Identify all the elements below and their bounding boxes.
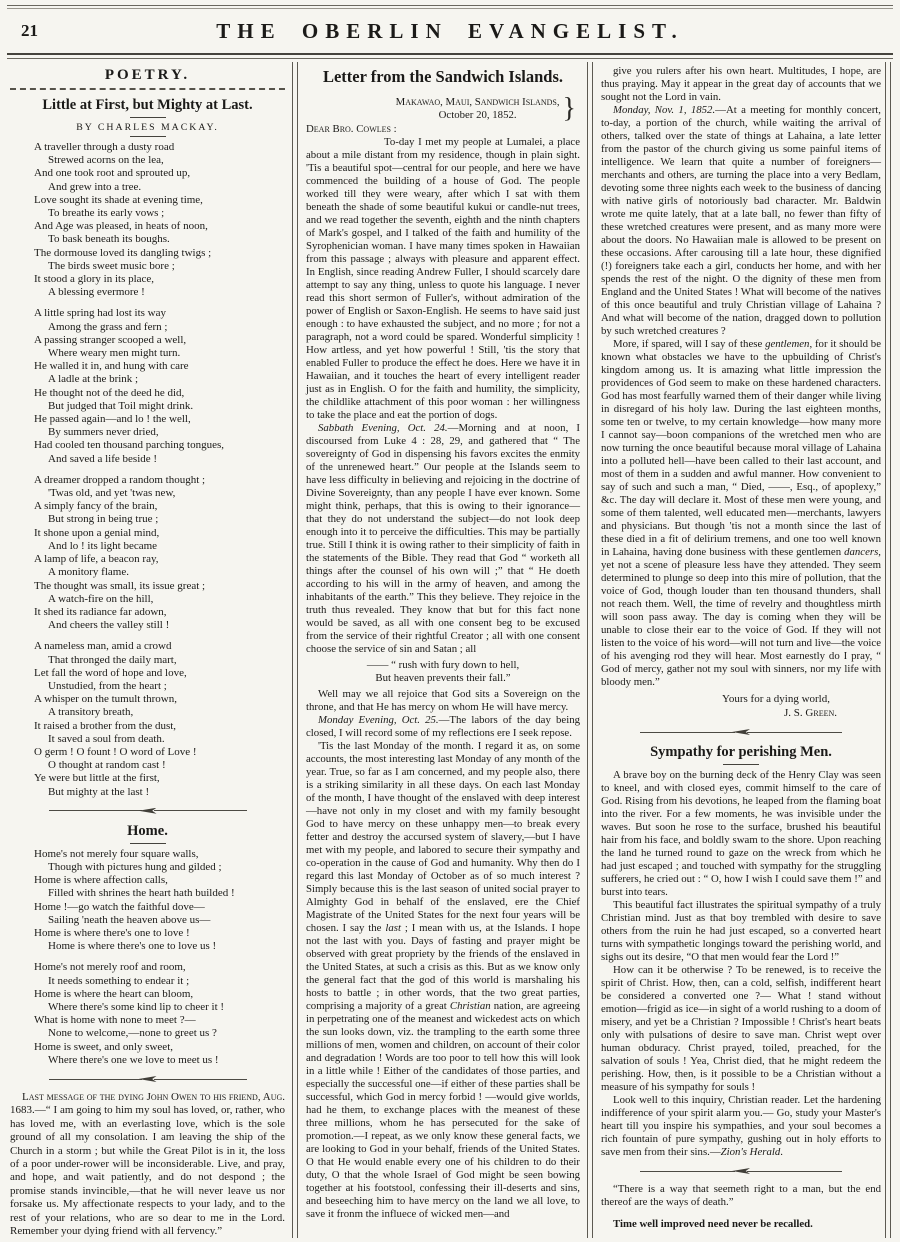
poem-line: But heaven prevents their fall.” — [375, 672, 511, 684]
poem-line: Home is sweet, and only sweet, — [34, 1040, 173, 1053]
page-number: 21 — [21, 21, 38, 40]
poem-line: He thought not of the deed he did, — [34, 386, 185, 399]
dateline-date: October 20, 1852. — [438, 109, 517, 121]
poem-line: To bask beneath its boughs. — [48, 233, 170, 246]
paragraph: How can it be otherwise ? To be renewed, is to receive the spirit of Christ. How, then, can a cold, selfish, indifferent heart be considered a converted one ?— What ! stand without emotion—frigid as ice—in sight of a world rushing to a doom of misery, and yet be a Christian ? Impossible ! Christ's heart beats only with pulsations of desire to save man. Christ wept over human obduracy. Christ prayed, toiled, preached, for the salvation of souls ! Yea, Christ died, that he might redeem the perishing. How, then, is it possible to be a Christian without a measure of his sympathy for souls ! — [601, 964, 881, 1093]
section-divider — [49, 808, 247, 814]
last-message-text: —“ I am going to him my soul has loved, or, rather, who has loved me, with an everlasting love, which is the sole ground of all my consolation. I am leaving the ship of the Church in a storm ; but while the Great Pilot is in it, the loss of a poor under-rower will be inconsiderable. Live, and pray, and hope, and wait patiently, and do not despond ; the promise stands invincible,—that he will never leave us nor forsake us. My affectionate respects to your lady, and to the rest of your relations, who are so dear to me in the Lord. Remember your dying friend with all fervency.” — [10, 1104, 285, 1238]
poem-line: Home's not merely roof and room, — [34, 961, 186, 974]
poem-line: Where weary men might turn. — [48, 347, 181, 360]
poem-line: Home is where affection calls, — [34, 874, 168, 887]
section-divider — [640, 1168, 842, 1174]
poem1-stanza-2 — [10, 307, 285, 465]
article1-title: Letter from the Sandwich Islands. — [322, 67, 564, 86]
poem2-stanza-1 — [10, 848, 285, 954]
section-divider — [49, 1076, 247, 1082]
poem-line: Home is where the heart can bloom, — [34, 987, 194, 1000]
poem-line: The thought was small, its issue great ; — [34, 579, 206, 592]
right-column — [593, 62, 885, 1238]
paragraph: More, if spared, will I say of these gentlemen, for it should be known what obstacles we have to the upbuilding of Christ's kingdom among us. It is amazing what little impression the providences of God seem to make on these hardened characters. God has most fearfully warned them of their danger while living in disregard of his holy law. During the last eighteen months, some ten or twelve, to my certain knowledge—how many more I cannot say—boon companions of the wretched men who are now turning the once beautiful because moral village of Lahaina into a polluted hell—have been called to their last account, and most of them in a sudden and awful manner. How convenient to say of such and such a man, “ Died, ——, Esq., of apoplexy,” &c. The day will declare it. Most of these men were young, and some of them talented, well educated men—merchants, lawyers and physicians. But though 'tis not a month since the last of these died in a fit of delirium tremens, and one too well known in Lahaina, having done business with these gentlemen dancers, yet not a scene of pleasure less have they attended. They seem determined to plunge so deep into this mire of pollution, that the voice of God, though louder than ten thousand thunders, shall not reach them. Well, the time of revelry and thoughtless mirth will soon pass away. The day is coming when they will be unable to close their ear to the voice of God. If they will not listen to the voice of his word—will not turn and live—the voice of his avenging rod they will hear. Most earnestly do I pray, “ God of mercy, gather not my soul with sinners, nor my life with bloody men.” — [601, 338, 881, 688]
poem-line: Filled with shrines the heart hath builded ! — [48, 887, 235, 900]
poem-line: A transitory breath, — [48, 706, 134, 719]
poem-line: —— “ rush with fury down to hell, — [366, 659, 520, 671]
poem-line: And cheers the valley still ! — [48, 619, 170, 632]
wavy-rule — [10, 88, 285, 90]
letter-column — [298, 62, 587, 1238]
poem-line: Where there's one we love to meet us ! — [48, 1053, 219, 1066]
signoff: Yours for a dying world, — [722, 693, 830, 705]
poem-line: A blessing evermore ! — [48, 286, 145, 299]
article2-body — [601, 769, 881, 1159]
poem-line: It shone upon a genial mind, — [34, 526, 160, 539]
poem-line: A lamp of life, a beacon ray, — [34, 553, 159, 566]
poem1-stanza-1 — [10, 141, 285, 299]
signature: J. S. Green. — [784, 707, 837, 719]
poem-line: By summers never dried, — [48, 426, 159, 439]
paragraph: Monday, Nov. 1, 1852.—At a meeting for monthly concert, to-day, a portion of the church, while waiting the arrival of others, talked over the state of things at Lahaina, a late letter from the pastor of the church giving us some painful items of intelligence. We learn that quite a number of foreigners—merchants and others, are turning the place into a very Bedlam, devoting some three nights each week to the business of dancing with native girls of notoriously bad character. Mr. Baldwin wrote me quite lately, that at a late ball, no fewer than fifty of these wretched creatures were present, and as many more were about the doors. No Hawaiian male is allowed to be present on these occasions. After carousing till a late hour, these dignified (!) foreigners take each a girl, conducts her home, and with her spends the rest of the night. O the dignity of these men from England and the United States ! What will become of the natives of this once beautiful and truly Christian village of Lahaina ? And what will become of the nation, dragged down to pollution by such wretched creatures ? — [601, 104, 882, 337]
poem-line: Unstudied, from the heart ; — [48, 679, 167, 692]
paragraph: give you rulers after his own heart. Multitudes, I hope, are thus praying. May it appear in the great day of accounts that we sought not the Lord in vain. — [601, 65, 881, 103]
poem2-title: Home. — [127, 822, 168, 839]
poem1-byline: BY CHARLES MACKAY. — [76, 122, 219, 133]
poem-line: Home's not merely four square walls, — [34, 847, 199, 860]
last-message-lead: Last message of the dying John Owen to his friend, Aug. 1683. — [10, 1091, 285, 1117]
poem2-stanza-2 — [10, 961, 285, 1067]
poem-line: It needs something to endear it ; — [48, 974, 190, 987]
poem-line: Among the grass and fern ; — [48, 320, 168, 333]
letter-body-2 — [306, 688, 580, 1221]
poem-line: But mighty at the last ! — [48, 785, 150, 798]
poem-line: A dreamer dropped a random thought ; — [34, 473, 206, 486]
page-header — [7, 9, 893, 53]
paragraph: Monday Evening, Oct. 25.—The labors of the day being closed, I will record some of my reflections ere I seek repose. — [306, 714, 580, 739]
poem-line: And Age was pleased, in heats of noon, — [34, 220, 208, 233]
poem-line: A traveller through a dusty road — [34, 141, 175, 153]
poem-line: A nameless man, amid a crowd — [34, 640, 172, 653]
poem-line: Sailing 'neath the heaven above us— — [48, 913, 211, 926]
poem-line: Let fall the word of hope and love, — [34, 666, 187, 679]
header-rule — [7, 53, 893, 59]
poem1-title: Little at First, but Mighty at Last. — [42, 97, 253, 113]
poem-line: 'Twas old, and yet 'twas new, — [48, 487, 176, 500]
dateline-place: Makawao, Maui, Sandwich Islands, — [395, 96, 560, 108]
paragraph: Sabbath Evening, Oct. 24.—Morning and at noon, I discoursed from Luke 4 : 28, 29, and gathered that “ The sovereignty of God in dispensing his favors excites the enmity of the unrenewed heart.” Our people at the Islands seem to have less difficulty in believing and rejoicing in the doctrine of Divine Sovereignty, than any people I have ever known. Some might think, perhaps, that this is owing to their ignorance—that they do not understand the subject—do not look deep enough into it to perceive the difficulties. This may be partially true. Still I think it is owing rather to their simplicity of faith in the statements of the Bible. They read that God “ worketh all things after the counsel of his own will ;” that “ He doeth according to his will in the army of heaven, and among the inhabitants of the earth.” This they believe. They rejoice in the truth thus revealed. They know that but for this fact none would be saved, as all with one consent beg to be excused from the service of their rightful Creator ; all with one consent choose the service of sin and Satan ; all — [306, 422, 580, 655]
section-divider — [640, 729, 842, 735]
poem-line: The birds sweet music bore ; — [48, 259, 175, 272]
poetry-column — [7, 62, 292, 1238]
poem-line: None to welcome,—none to greet us ? — [48, 1027, 217, 1040]
poem-line: It stood a glory in its place, — [34, 273, 155, 286]
poem-line: Though with pictures hung and gilded ; — [48, 860, 222, 873]
poem1-stanza-3 — [10, 474, 285, 632]
poem-line: Love sought its shade at evening time, — [34, 193, 203, 206]
dateline-brace: } — [562, 93, 576, 124]
paragraph: To-day I met my people at Lumalei, a place about a mile distant from my residence, though in plain sight. 'Tis a beautiful spot—central for our people, and here we have commenced the building of a house of God. The people worked till they were weary, after which I sat with them beneath the shade of some beautiful kukui or candle-nut trees, and we read together the seventh, eighth and the ninth chapters of Mark's gospel, and I talked of the faith and humility of the Syrophenician woman. I have many times spoken in Hawaiian from this passage ; always with pleasure and apparent effect. In English, since reading Andrew Fuller, I should scarcely dare attempt to say any thing, unless to quote his language. I never read this short sermon of Fuller's, without admiration of the power of English or Saxon-English. He seems to have said just enough : to have exhausted the subject, and no more ; for not a paragraph, not a word could be spared. Wonderful simplicity ! How artless, and yet how powerful ! Still, 'tis the story that enabled Fuller to produce the effect he does. Here we have it in Hawaiian, and it touches the heart of every intelligent reader just as in English. O for the faith and humility, the simplicity, the childlike attachment of this poor woman : her willingness to take the place and eat the portion of dogs. — [306, 136, 580, 421]
poem-line: A monitory flame. — [48, 566, 129, 579]
mini-rule — [130, 136, 166, 137]
poem-line: A ladle at the brink ; — [48, 373, 139, 386]
poem-line: He passed again—and lo ! the well, — [34, 413, 191, 426]
poem-line: Had cooled ten thousand parching tongues, — [34, 439, 225, 452]
poetry-section-heading: POETRY. — [104, 67, 191, 83]
salutation: Dear Bro. Cowles : — [306, 123, 397, 135]
poem-line: What is home with none to meet ?— — [34, 1014, 196, 1027]
poem-line: Home !—go watch the faithful dove— — [34, 900, 205, 913]
poem-line: O thought at random cast ! — [48, 759, 166, 772]
poem-line: Ye were but little at the first, — [34, 772, 160, 785]
poem-line: It raised a brother from the dust, — [34, 719, 177, 732]
poem-line: And saved a life beside ! — [48, 452, 158, 465]
poem-line: Home is where there's one to love us ! — [48, 940, 217, 953]
columns — [7, 62, 893, 1238]
dateline — [306, 93, 576, 124]
poem1-stanza-4 — [10, 640, 285, 798]
poem-line: A watch-fire on the hill, — [48, 592, 154, 605]
letter-body-1 — [306, 136, 580, 656]
closing-quote: “There is a way that seemeth right to a man, but the end thereof are the ways of death.” — [601, 1183, 881, 1208]
poem-line: That thronged the daily mart, — [48, 653, 177, 666]
paragraph: 'Tis the last Monday of the month. I regard it as, on some accounts, the most interesting last Monday of any month of the year. True, so far as I am concerned, and my people also, there is a striking similarity in all these days. On each last Monday of the month, I have thought of the enslaved with deep interest—have not only in my closet and with my family besought God to have mercy on these unhappy men—to break every fetter and destroy the accursed system of slavery,—but I have met with my people, and labored to secure their sympathy and co-operation in the cause of God and humanity. Why then do I regard this last Monday of October as of so much interest ? Simply because this is the last season of united social prayer to Almighty God in behalf of the enslaved, ere the Chief Magistrate of the United States for the next four years will be chosen. I say the last ; I mean with us, at the Islands. I hope not the last with you. Days of fasting and prayer might be observed with great propriety by the friends of the enslaved in the United States, at such a crisis as this. But as we know only the general fact that the god of this world is marshaling his hosts to battle ; in other words, that the two great parties, comprising a majority of a great Christian nation, are agreeing in perpetrating one of the meanest and wickedest acts on which the sun looks down, viz. the trampling to the earth some three millions of men, women and children, on account of their color and degradation ! Words are too poor to tell how this will look in a little while ! Either of the candidates of those parties, and especially the successful one—if either of these parties shall be successful, which God in mercy forbid ! —would give worlds, had he them, to exchange places with the meanest of these three millions, whom he has persecuted for the sake of promotion.—I repeat, as we only know these general facts, we are looking to God in your behalf, friends of the United States. O that He would enable every one of his children to do their duty, O that the whole Israel of God might be seen bowing together at his footstool, confessing their ill-deserts and sins, and beseeching him to have mercy on the land we all love, to save it fronm the influece of wicked men—and — [306, 740, 580, 1220]
mini-rule — [723, 764, 759, 765]
poem-line: To breathe its early vows ; — [48, 207, 165, 220]
poem-line: He walled it in, and hung with care — [34, 360, 189, 373]
poem-line: A whisper on the tumult thrown, — [34, 693, 177, 706]
mini-rule — [130, 117, 166, 118]
poem-line: Home is where there's one to love ! — [34, 926, 190, 939]
poem-line: A passing stranger scooped a well, — [34, 333, 187, 346]
paragraph: A brave boy on the burning deck of the Henry Clay was seen to kneel, and with closed eyes, commit himself to the care of God. Rising from his devotions, he leaped from the flaming boat into the river. For a few moments, he was invisible under the waves. But soon he rose to the surface, brushed his beautiful hair from his face, and boldly swam to the shore. Upon reaching the land he turned round to gaze on the wreck from which he had just escaped ; and touched with sympathy for the struggling sufferers, he cried out : “ O, how I wish I could save them !” and burst into tears. — [601, 769, 881, 898]
letter-body-3 — [601, 65, 881, 689]
poem-line: It shed its radiance far adown, — [34, 605, 167, 618]
poem-line: The dormouse loved its dangling twigs ; — [34, 246, 212, 259]
verse-quote — [306, 659, 580, 685]
last-message-paragraph — [10, 1091, 285, 1238]
poem-line: And lo ! its light became — [48, 539, 158, 552]
poem-line: Strewed acorns on the lea, — [48, 154, 164, 167]
poem-line: And grew into a tree. — [48, 180, 142, 193]
poem-line: And one took root and sprouted up, — [34, 167, 191, 180]
mini-rule — [130, 843, 166, 844]
poem-line: O germ ! O fount ! O word of Love ! — [34, 745, 197, 758]
poem-line: But strong in being true ; — [48, 513, 159, 526]
article2-title: Sympathy for perishing Men. — [650, 744, 832, 760]
paragraph: Well may we all rejoice that God sits a Sovereign on the throne, and that He has mercy on whom He will have mercy. — [306, 688, 580, 713]
final-aphorism: Time well improved need never be recalled. — [613, 1218, 813, 1230]
poem-line: Where there's some kind lip to cheer it ! — [48, 1000, 225, 1013]
paragraph: This beautiful fact illustrates the spiritual sympathy of a truly Christian mind. Just as that boy trembled with desire to save others from the ruin he had just escaped, so a converted heart turns with sympathetic longings toward the perishing world, and sighs out its desire, “O that men would fear the Lord !” — [601, 899, 881, 963]
masthead-title: THE OBERLIN EVANGELIST. — [216, 18, 684, 43]
paragraph: Look well to this inquiry, Christian reader. Let the hardening indifference of your spirit alarm you.— Go, study your Master's heart till you inspire his sympathies, and your soul becomes a rich fountain of pure sympathy, gushing out in holy efforts to save men from their sins.—Zion's Herald. — [601, 1094, 881, 1158]
poem-line: A little spring had lost its way — [34, 307, 166, 320]
poem-line: It saved a soul from death. — [48, 732, 165, 745]
poem-line: But judged that Toil might drink. — [48, 399, 194, 412]
poem-line: A simply fancy of the brain, — [34, 500, 158, 513]
page-edge-rule — [885, 62, 891, 1238]
